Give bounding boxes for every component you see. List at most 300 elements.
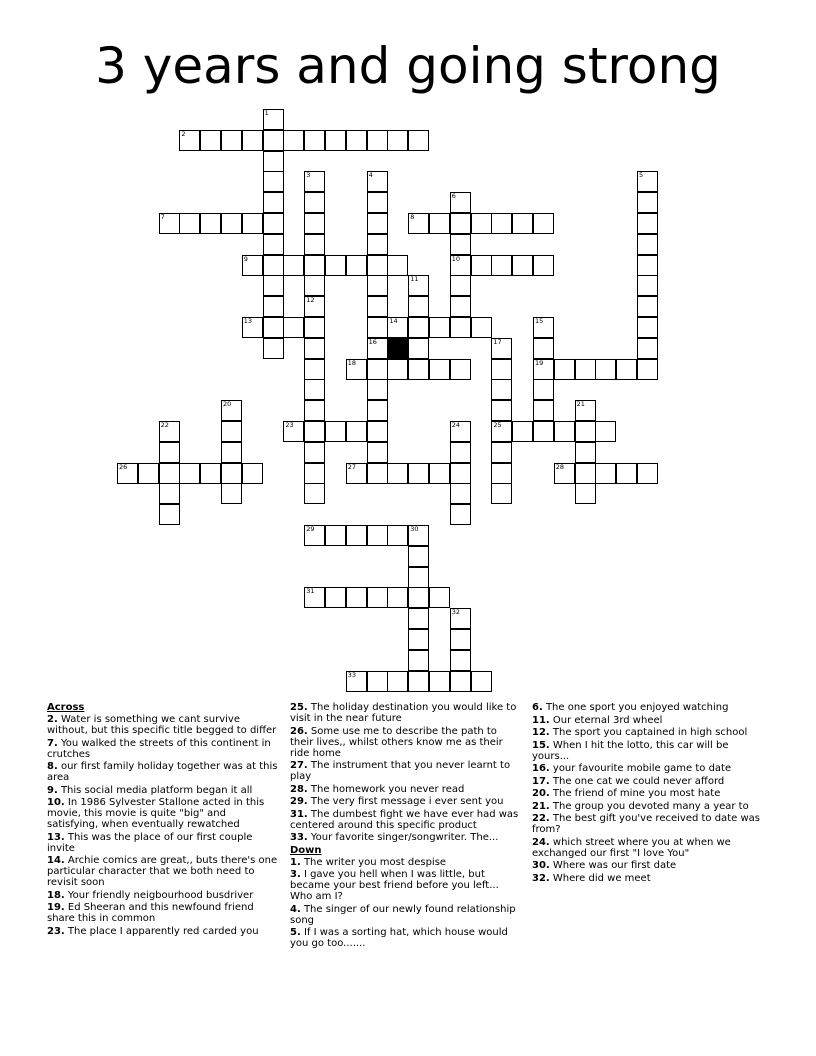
grid-cell[interactable] [242, 317, 263, 338]
grid-cell[interactable] [387, 463, 408, 484]
grid-cell[interactable] [367, 671, 388, 692]
grid-cell[interactable] [429, 587, 450, 608]
grid-cell[interactable] [367, 379, 388, 400]
clue-text: Water is something we cant survive without, but this specific title begged to differ [47, 714, 277, 736]
clue-item [47, 926, 279, 937]
clue-number-label: 11. [532, 714, 550, 726]
clue-number: 2 [181, 129, 186, 138]
clue-text: The very first message i ever sent you [307, 796, 504, 807]
down-clues-list-continued [532, 702, 764, 884]
grid-cell[interactable] [304, 171, 325, 192]
grid-cell[interactable] [575, 359, 596, 380]
grid-cell[interactable] [179, 130, 200, 151]
grid-cell[interactable] [471, 671, 492, 692]
grid-cell[interactable] [533, 400, 554, 421]
clue-number-label: 4. [290, 903, 301, 915]
grid-cell[interactable] [408, 671, 429, 692]
clue-number-label: 32. [532, 872, 550, 884]
grid-cell[interactable] [283, 255, 304, 276]
grid-cell[interactable] [304, 463, 325, 484]
grid-cell[interactable] [575, 483, 596, 504]
grid-cell[interactable] [304, 296, 325, 317]
grid-cell[interactable] [304, 255, 325, 276]
grid-cell[interactable] [408, 213, 429, 234]
clue-item [290, 904, 522, 926]
clue-number-label: 3. [290, 869, 301, 880]
grid-cell[interactable] [595, 421, 616, 442]
grid-cell[interactable] [200, 463, 221, 484]
grid-cell[interactable] [637, 234, 658, 255]
clue-item [290, 784, 522, 795]
grid-cell[interactable] [450, 442, 471, 463]
grid-cell[interactable] [450, 671, 471, 692]
grid-cell[interactable] [575, 442, 596, 463]
clue-number-label: 15. [532, 739, 550, 751]
clue-item [47, 890, 279, 901]
grid-cell[interactable] [242, 255, 263, 276]
grid-cell[interactable] [346, 463, 367, 484]
grid-cell[interactable] [533, 338, 554, 359]
clue-number: 27 [347, 462, 357, 471]
grid-cell[interactable] [304, 338, 325, 359]
clue-text: Your favorite singer/songwriter. The... [307, 832, 499, 843]
grid-cell[interactable] [242, 130, 263, 151]
clue-text: Some use me to describe the path to their lives,, whilst others know me as their ride home [290, 725, 503, 759]
clue-number: 17 [493, 337, 502, 346]
grid-cell[interactable] [450, 608, 471, 629]
grid-cell[interactable] [637, 255, 658, 276]
grid-cell[interactable] [304, 192, 325, 213]
grid-cell[interactable] [367, 400, 388, 421]
clue-number-label: 17. [532, 775, 550, 787]
grid-cell[interactable] [387, 255, 408, 276]
grid-cell[interactable] [304, 213, 325, 234]
grid-cell[interactable] [263, 213, 284, 234]
grid-cell[interactable] [221, 463, 242, 484]
grid-cell[interactable] [304, 275, 325, 296]
grid-cell[interactable] [450, 296, 471, 317]
grid-cell[interactable] [491, 483, 512, 504]
clue-number-label: 27. [290, 760, 308, 771]
clue-number: 21 [576, 400, 585, 409]
grid-cell[interactable] [491, 379, 512, 400]
clue-text: The holiday destination you would like to visit in the near future [290, 702, 517, 724]
clue-item [47, 832, 279, 854]
clue-item [47, 738, 279, 760]
grid-cell[interactable] [533, 359, 554, 380]
grid-cell[interactable] [471, 213, 492, 234]
clues-column-1 [47, 702, 279, 938]
clue-text: The dumbest fight we have ever had was centered around this specific product [290, 808, 519, 831]
grid-cell[interactable] [408, 359, 429, 380]
clue-number-label: 16. [532, 763, 550, 774]
black-square [387, 338, 408, 359]
clue-number-label: 19. [47, 902, 65, 913]
clue-number: 16 [368, 337, 377, 346]
grid-cell[interactable] [367, 463, 388, 484]
clue-number-label: 14. [47, 855, 65, 866]
clue-item [290, 869, 522, 902]
clue-item [532, 740, 764, 762]
grid-cell[interactable] [117, 463, 138, 484]
grid-cell[interactable] [304, 317, 325, 338]
across-header: Across [47, 702, 85, 713]
clue-number-label: 23. [47, 925, 65, 937]
grid-cell[interactable] [450, 213, 471, 234]
grid-cell[interactable] [408, 296, 429, 317]
grid-cell[interactable] [408, 650, 429, 671]
grid-cell[interactable] [533, 379, 554, 400]
clue-number-label: 29. [290, 796, 308, 807]
grid-cell[interactable] [491, 255, 512, 276]
clue-item [290, 796, 522, 807]
grid-cell[interactable] [512, 255, 533, 276]
grid-cell[interactable] [450, 275, 471, 296]
grid-cell[interactable] [491, 400, 512, 421]
clue-item [532, 788, 764, 799]
grid-cell[interactable] [554, 421, 575, 442]
grid-cell[interactable] [575, 463, 596, 484]
grid-cell[interactable] [450, 359, 471, 380]
grid-cell[interactable] [637, 317, 658, 338]
clue-number: 14 [389, 317, 398, 325]
grid-cell[interactable] [408, 629, 429, 650]
grid-cell[interactable] [325, 587, 346, 608]
grid-cell[interactable] [367, 525, 388, 546]
grid-cell[interactable] [221, 483, 242, 504]
grid-cell[interactable] [367, 338, 388, 359]
clue-item [47, 797, 279, 830]
clue-text: When I hit the lotto, this car will be yours... [532, 739, 729, 762]
clue-number: 25 [493, 421, 502, 429]
grid-cell[interactable] [533, 317, 554, 338]
grid-cell[interactable] [346, 587, 367, 608]
grid-cell[interactable] [367, 421, 388, 442]
grid-cell[interactable] [263, 255, 284, 276]
grid-cell[interactable] [408, 608, 429, 629]
clue-text: The sport you captained in high school [549, 727, 748, 738]
grid-cell[interactable] [367, 255, 388, 276]
grid-cell[interactable] [263, 109, 284, 130]
grid-cell[interactable] [304, 483, 325, 504]
grid-cell[interactable] [429, 671, 450, 692]
grid-cell[interactable] [367, 359, 388, 380]
grid-cell[interactable] [595, 463, 616, 484]
grid-cell[interactable] [263, 130, 284, 151]
grid-cell[interactable] [304, 525, 325, 546]
clue-text: The homework you never read [307, 783, 465, 795]
grid-cell[interactable] [429, 463, 450, 484]
clue-text: I gave you hell when I was little, but became your best friend before you left... Who am I? [290, 869, 499, 902]
grid-cell[interactable] [367, 442, 388, 463]
grid-cell[interactable] [367, 192, 388, 213]
grid-cell[interactable] [263, 151, 284, 172]
grid-cell[interactable] [346, 671, 367, 692]
grid-cell[interactable] [408, 546, 429, 567]
clue-number: 31 [306, 587, 315, 596]
grid-cell[interactable] [450, 421, 471, 442]
grid-cell[interactable] [159, 213, 180, 234]
clue-text: Archie comics are great,, buts there's one particular character that we both need to revisit soon [47, 855, 278, 888]
grid-cell[interactable] [637, 338, 658, 359]
clue-item [532, 763, 764, 774]
grid-cell[interactable] [637, 296, 658, 317]
grid-cell[interactable] [263, 317, 284, 338]
grid-cell[interactable] [367, 317, 388, 338]
clue-text: The place I apparently red carded you [64, 925, 259, 937]
grid-cell[interactable] [450, 463, 471, 484]
grid-cell[interactable] [346, 130, 367, 151]
grid-cell[interactable] [616, 463, 637, 484]
clue-text: If I was a sorting hat, which house would you go too....... [290, 927, 508, 949]
grid-cell[interactable] [304, 587, 325, 608]
clue-number: 32 [451, 608, 461, 617]
clue-number: 33 [347, 670, 357, 679]
grid-cell[interactable] [179, 213, 200, 234]
clue-number: 19 [535, 358, 544, 367]
grid-cell[interactable] [367, 213, 388, 234]
clue-item [532, 801, 764, 812]
grid-cell[interactable] [450, 234, 471, 255]
grid-cell[interactable] [429, 213, 450, 234]
grid-cell[interactable] [283, 421, 304, 442]
grid-cell[interactable] [554, 463, 575, 484]
grid-cell[interactable] [304, 421, 325, 442]
grid-cell[interactable] [138, 463, 159, 484]
grid-cell[interactable] [533, 213, 554, 234]
grid-cell[interactable] [263, 275, 284, 296]
grid-cell[interactable] [387, 587, 408, 608]
grid-cell[interactable] [263, 234, 284, 255]
clue-number: 8 [410, 213, 415, 221]
grid-cell[interactable] [491, 338, 512, 359]
grid-cell[interactable] [221, 130, 242, 151]
grid-cell[interactable] [450, 650, 471, 671]
clue-item [290, 832, 522, 843]
clue-number: 6 [451, 192, 456, 201]
across-clues-list-continued [290, 702, 522, 843]
grid-cell[interactable] [575, 421, 596, 442]
clue-item [532, 813, 764, 835]
grid-cell[interactable] [367, 171, 388, 192]
clue-item [532, 837, 764, 859]
grid-cell[interactable] [242, 213, 263, 234]
grid-cell[interactable] [221, 213, 242, 234]
clue-item [47, 714, 279, 736]
grid-cell[interactable] [637, 171, 658, 192]
grid-cell[interactable] [304, 234, 325, 255]
clue-number-label: 2. [47, 714, 58, 725]
clues-column-2 [290, 702, 522, 951]
clue-number: 4 [368, 171, 373, 180]
grid-cell[interactable] [387, 317, 408, 338]
grid-cell[interactable] [450, 504, 471, 525]
clue-number: 13 [243, 317, 253, 325]
grid-cell[interactable] [325, 421, 346, 442]
clue-text: Our eternal 3rd wheel [549, 714, 663, 726]
grid-cell[interactable] [304, 442, 325, 463]
grid-cell[interactable] [408, 525, 429, 546]
down-clues-list [290, 857, 522, 950]
clue-text: Where was our first date [549, 860, 677, 871]
clue-number: 9 [243, 254, 248, 263]
grid-cell[interactable] [367, 130, 388, 151]
grid-cell[interactable] [200, 213, 221, 234]
grid-cell[interactable] [159, 421, 180, 442]
clue-text: Ed Sheeran and this newfound friend share this in common [47, 902, 254, 924]
grid-cell[interactable] [325, 255, 346, 276]
clue-number-label: 12. [532, 727, 550, 738]
grid-cell[interactable] [367, 234, 388, 255]
grid-cell[interactable] [471, 255, 492, 276]
clue-text: The singer of our newly found relationship song [290, 903, 516, 926]
clue-item [290, 809, 522, 831]
grid-cell[interactable] [512, 213, 533, 234]
grid-cell[interactable] [408, 275, 429, 296]
clue-item [532, 873, 764, 884]
grid-cell[interactable] [159, 463, 180, 484]
grid-cell[interactable] [367, 275, 388, 296]
down-header: Down [290, 844, 322, 856]
clue-text: Where did we meet [549, 872, 651, 884]
grid-cell[interactable] [325, 130, 346, 151]
grid-cell[interactable] [387, 130, 408, 151]
clue-number-label: 13. [47, 831, 65, 843]
clue-text: your favourite mobile game to date [549, 763, 732, 774]
clue-number-label: 21. [532, 800, 550, 812]
grid-cell[interactable] [387, 359, 408, 380]
grid-cell[interactable] [325, 525, 346, 546]
grid-cell[interactable] [554, 359, 575, 380]
clue-item [290, 760, 522, 782]
grid-cell[interactable] [263, 192, 284, 213]
grid-cell[interactable] [637, 359, 658, 380]
grid-cell[interactable] [637, 463, 658, 484]
grid-cell[interactable] [367, 296, 388, 317]
clue-item [47, 902, 279, 924]
clue-item [47, 761, 279, 783]
grid-cell[interactable] [450, 629, 471, 650]
grid-cell[interactable] [263, 171, 284, 192]
clue-number-label: 20. [532, 788, 550, 799]
grid-cell[interactable] [450, 192, 471, 213]
grid-cell[interactable] [408, 338, 429, 359]
grid-cell[interactable] [200, 130, 221, 151]
clue-text: The one cat we could never afford [549, 775, 725, 787]
clue-number: 23 [285, 421, 294, 429]
grid-cell[interactable] [408, 317, 429, 338]
clue-item [532, 727, 764, 738]
grid-cell[interactable] [450, 255, 471, 276]
clue-number-label: 24. [532, 836, 550, 848]
clue-number: 5 [639, 171, 644, 180]
clue-number: 28 [555, 462, 565, 471]
grid-cell[interactable] [179, 463, 200, 484]
grid-cell[interactable] [491, 421, 512, 442]
grid-cell[interactable] [637, 213, 658, 234]
grid-cell[interactable] [429, 317, 450, 338]
grid-cell[interactable] [304, 400, 325, 421]
grid-cell[interactable] [159, 442, 180, 463]
grid-cell[interactable] [346, 421, 367, 442]
grid-cell[interactable] [263, 338, 284, 359]
grid-cell[interactable] [595, 359, 616, 380]
grid-cell[interactable] [637, 192, 658, 213]
grid-cell[interactable] [408, 587, 429, 608]
page-title: 3 years and going strong [95, 37, 721, 95]
grid-cell[interactable] [637, 275, 658, 296]
grid-cell[interactable] [263, 296, 284, 317]
clue-number-label: 7. [47, 737, 58, 749]
clue-number: 3 [306, 171, 311, 180]
clue-item [532, 702, 764, 713]
across-clues-list [47, 714, 279, 937]
grid-cell[interactable] [221, 400, 242, 421]
grid-cell[interactable] [304, 379, 325, 400]
grid-cell[interactable] [408, 130, 429, 151]
clue-item [47, 785, 279, 796]
grid-cell[interactable] [450, 483, 471, 504]
clue-item [532, 860, 764, 871]
clue-number-label: 25. [290, 702, 308, 713]
grid-cell[interactable] [512, 421, 533, 442]
grid-cell[interactable] [304, 359, 325, 380]
clue-text: You walked the streets of this continent in crutches [47, 737, 271, 760]
clue-number-label: 9. [47, 784, 58, 796]
grid-cell[interactable] [491, 359, 512, 380]
grid-cell[interactable] [429, 359, 450, 380]
clue-text: This was the place of our first couple invite [47, 831, 253, 854]
grid-cell[interactable] [491, 442, 512, 463]
grid-cell[interactable] [491, 463, 512, 484]
grid-cell[interactable] [346, 525, 367, 546]
clue-text: In 1986 Sylvester Stallone acted in this movie, this movie is quite "big" and satisfying, when eventually rewatched [47, 797, 265, 830]
clue-number: 15 [535, 317, 544, 325]
grid-cell[interactable] [283, 130, 304, 151]
grid-cell[interactable] [533, 255, 554, 276]
grid-cell[interactable] [575, 400, 596, 421]
clue-number: 12 [306, 296, 315, 305]
grid-cell[interactable] [283, 317, 304, 338]
grid-cell[interactable] [471, 317, 492, 338]
grid-cell[interactable] [450, 317, 471, 338]
clues-column-3 [532, 702, 764, 885]
grid-cell[interactable] [533, 421, 554, 442]
clue-text: The best gift you've received to date was from? [532, 813, 760, 835]
clue-number: 26 [119, 462, 128, 471]
grid-cell[interactable] [221, 442, 242, 463]
grid-cell[interactable] [159, 483, 180, 504]
clue-number: 18 [347, 358, 357, 367]
clue-number: 1 [264, 109, 269, 117]
grid-cell[interactable] [159, 504, 180, 525]
grid-cell[interactable] [408, 567, 429, 588]
grid-cell[interactable] [346, 255, 367, 276]
grid-cell[interactable] [387, 671, 408, 692]
grid-cell[interactable] [346, 359, 367, 380]
grid-cell[interactable] [221, 421, 242, 442]
grid-cell[interactable] [304, 130, 325, 151]
grid-cell[interactable] [491, 213, 512, 234]
grid-cell[interactable] [367, 587, 388, 608]
grid-cell[interactable] [616, 359, 637, 380]
clue-number: 11 [410, 275, 419, 284]
grid-cell[interactable] [242, 463, 263, 484]
grid-cell[interactable] [408, 463, 429, 484]
clue-number-label: 31. [290, 808, 308, 820]
clue-number-label: 1. [290, 856, 301, 868]
grid-cell[interactable] [387, 525, 408, 546]
